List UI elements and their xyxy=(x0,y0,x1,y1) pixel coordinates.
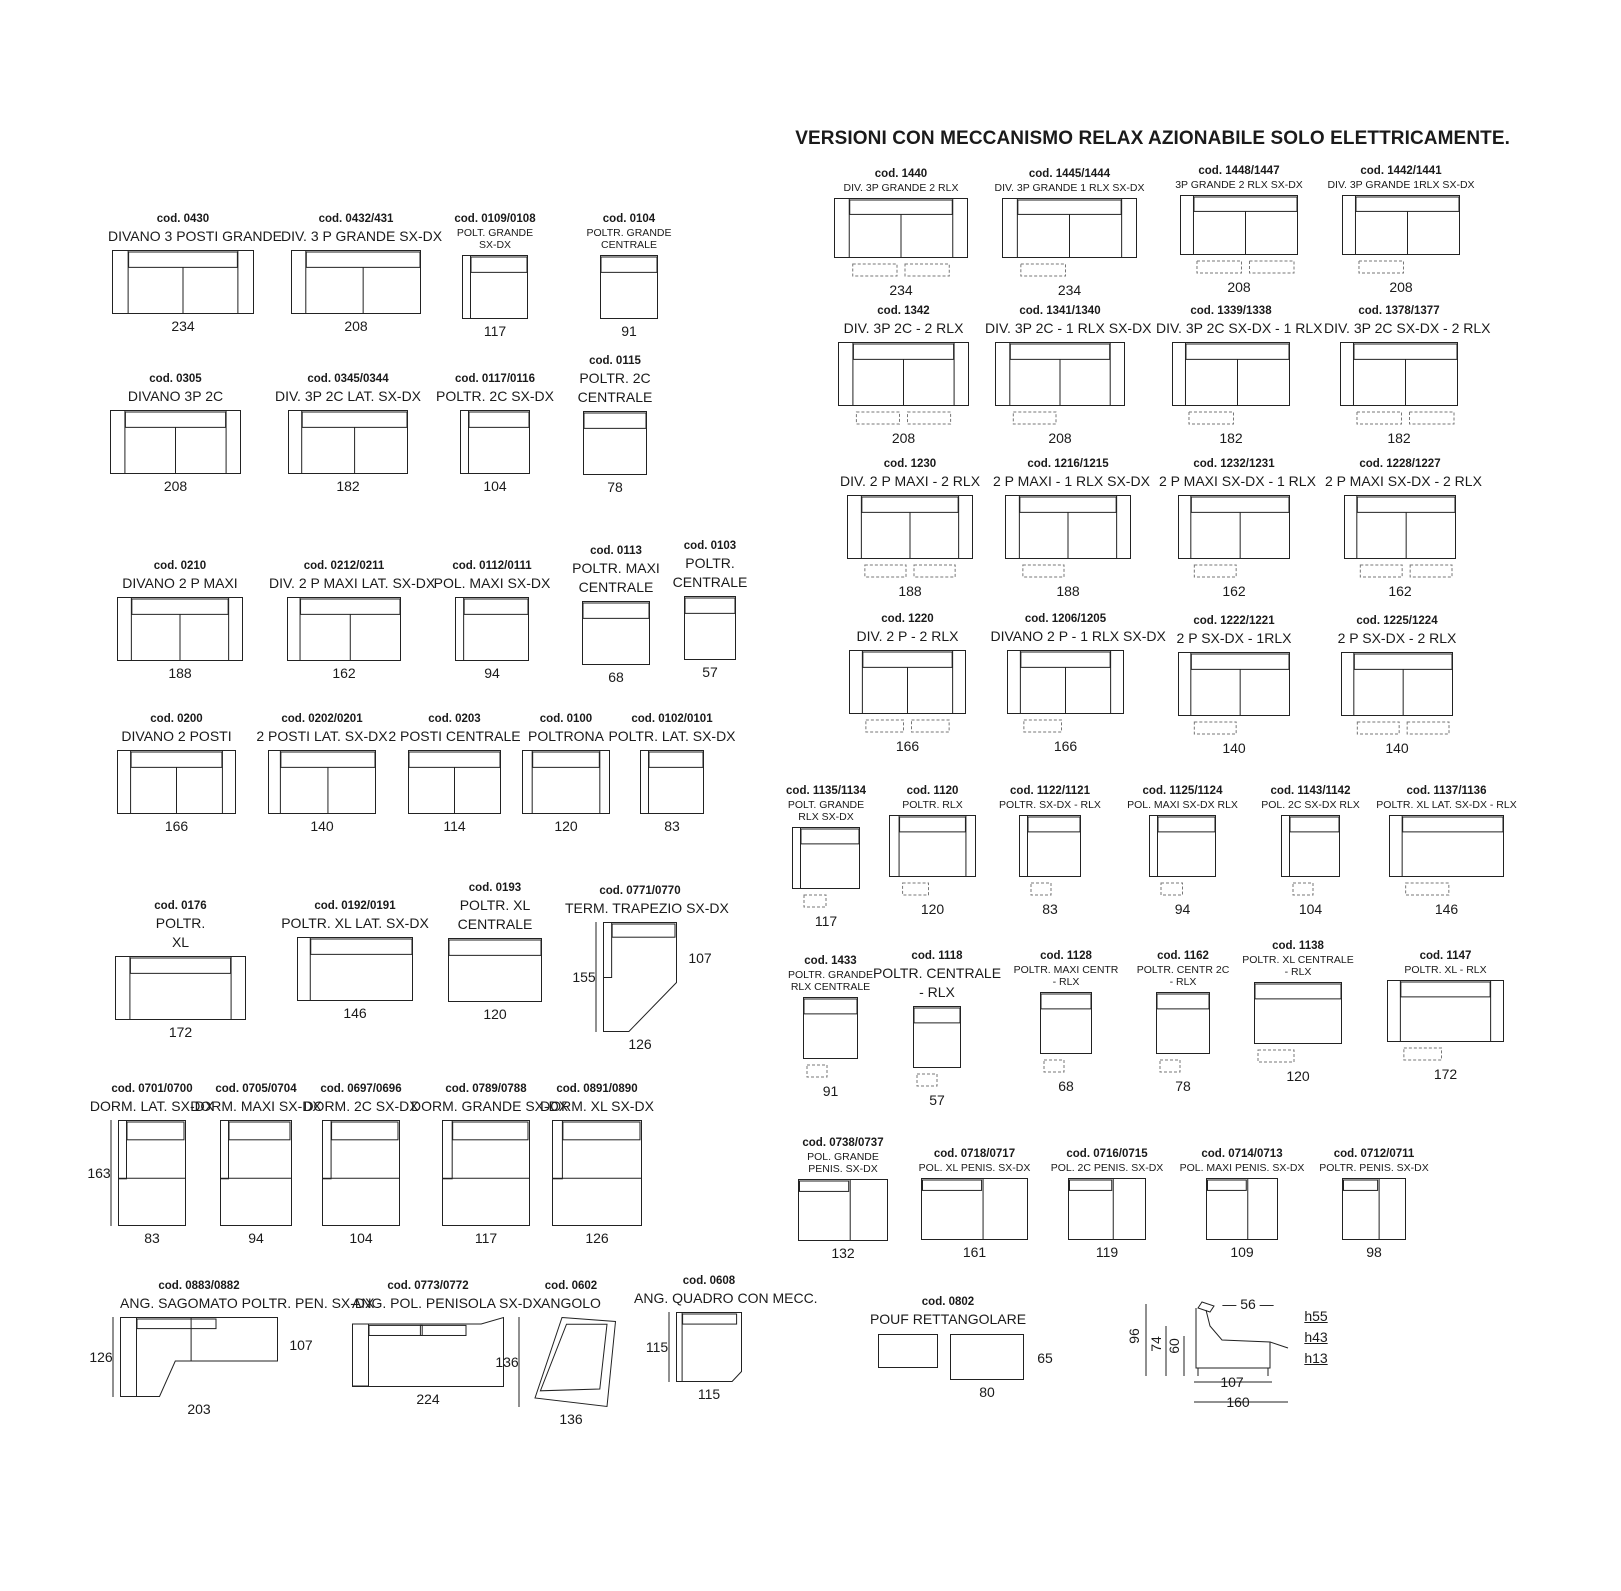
profile-level: h13 xyxy=(1304,1350,1328,1366)
relax-item-name: - RLX xyxy=(1169,976,1197,988)
std-item-width: 140 xyxy=(310,818,334,834)
relax-item-name: POL. XL PENIS. SX-DX xyxy=(918,1162,1031,1174)
relax-item-code: cod. 1378/1377 xyxy=(1358,305,1440,317)
furniture-plan-icon xyxy=(288,410,408,474)
relax-item-name: 3P GRANDE 2 RLX SX-DX xyxy=(1175,179,1303,191)
relax-item-code: cod. 1162 xyxy=(1157,950,1209,962)
furniture-plan-icon xyxy=(117,597,243,661)
relax-item-code: cod. 1118 xyxy=(911,950,963,962)
relax-item-name: DIV. 2 P MAXI - 2 RLX xyxy=(839,473,981,489)
std-item-name: DIV. 2 P MAXI LAT. SX-DX xyxy=(269,575,436,591)
profile-height: 60 xyxy=(1166,1338,1182,1354)
furniture-plan-icon xyxy=(1149,815,1216,899)
relax-item-name: RLX CENTRALE xyxy=(790,981,871,993)
furniture-plan-icon xyxy=(1178,495,1290,581)
std-item-depth: 155 xyxy=(572,969,596,985)
std-item-code: cod. 0102/0101 xyxy=(631,713,713,725)
std-item-name: DIV. 3 P GRANDE SX-DX xyxy=(281,228,443,244)
std-item-name: POLTR. GRANDE xyxy=(586,227,672,239)
furniture-plan-icon xyxy=(297,937,413,1001)
furniture-plan-icon xyxy=(583,411,647,475)
std-item-code: cod. 0883/0882 xyxy=(158,1280,240,1292)
relax-item-width: 166 xyxy=(1053,738,1078,754)
furniture-plan-icon xyxy=(838,342,969,428)
furniture-plan-icon xyxy=(834,198,968,280)
relax-item-code: cod. 1135/1134 xyxy=(786,785,866,797)
relax-item-name: DIVANO 2 P - 1 RLX SX-DX xyxy=(990,628,1166,644)
relax-item-code: cod. 1147 xyxy=(1419,950,1472,962)
std-item-code: cod. 0192/0191 xyxy=(314,900,396,912)
std-item-width: 203 xyxy=(187,1401,211,1417)
std-item-code: cod. 0104 xyxy=(602,213,656,225)
relax-item-name: POL. MAXI SX-DX RLX xyxy=(1127,799,1238,811)
relax-item-width: 161 xyxy=(962,1244,987,1260)
furniture-plan-icon xyxy=(115,956,246,1020)
furniture-plan-icon xyxy=(1342,1178,1406,1240)
furniture-plan-icon xyxy=(1005,495,1131,581)
std-item-name: POLTR. 2C xyxy=(579,370,651,386)
relax-item-code: cod. 0718/0717 xyxy=(933,1148,1016,1160)
std-item-side: 107 xyxy=(289,1337,313,1353)
relax-item-code: cod. 1138 xyxy=(1272,940,1324,952)
std-item-code: cod. 0773/0772 xyxy=(387,1280,469,1292)
std-item-name: 2 POSTI LAT. SX-DX xyxy=(256,728,388,744)
relax-item-name: POLTR. GRANDE xyxy=(788,969,873,981)
relax-item-code: cod. 1225/1224 xyxy=(1356,615,1438,627)
std-item-name: CENTRALE xyxy=(578,579,654,595)
std-item-width: 117 xyxy=(483,323,507,339)
relax-item-name: 2 P MAXI SX-DX - 2 RLX xyxy=(1325,473,1482,489)
relax-item-name: POUF RETTANGOLARE xyxy=(869,1311,1027,1327)
relax-item-code: cod. 0802 xyxy=(921,1296,975,1308)
relax-item-code: cod. 0738/0737 xyxy=(802,1137,884,1149)
std-item-side: 107 xyxy=(688,949,712,966)
relax-item-code: cod. 1230 xyxy=(883,458,937,470)
relax-item-width: 140 xyxy=(1385,740,1409,756)
furniture-plan-icon xyxy=(110,410,241,474)
relax-item-width: 182 xyxy=(1219,430,1243,446)
furniture-plan-icon xyxy=(889,815,976,899)
std-item-width: 208 xyxy=(163,478,188,494)
furniture-plan-icon xyxy=(582,601,650,665)
relax-item-width: 80 xyxy=(979,1384,995,1400)
furniture-plan-icon xyxy=(268,750,376,814)
furniture-plan-icon xyxy=(792,827,860,911)
furniture-plan-icon xyxy=(352,1317,504,1387)
std-item-width: 94 xyxy=(484,665,500,681)
dimension-line xyxy=(110,1120,112,1226)
std-item-width: 166 xyxy=(164,818,189,834)
std-item-code: cod. 0430 xyxy=(156,213,210,225)
relax-item-name: DIV. 3P GRANDE 1RLX SX-DX xyxy=(1327,179,1475,191)
furniture-plan-icon xyxy=(849,650,966,736)
furniture-plan-icon xyxy=(117,750,236,814)
relax-item-name: - RLX xyxy=(1284,966,1312,978)
relax-item-width: 120 xyxy=(920,901,945,917)
relax-item-width: 98 xyxy=(1366,1244,1382,1260)
std-item-width: 234 xyxy=(171,318,195,334)
std-item-code: cod. 0109/0108 xyxy=(454,213,536,225)
profile-height: 74 xyxy=(1148,1336,1164,1352)
furniture-plan-icon xyxy=(1156,992,1210,1076)
std-item-name: DORM. LAT. SX-DX xyxy=(89,1098,215,1114)
std-item-width: 126 xyxy=(628,1036,652,1052)
relax-item-code: cod. 0712/0711 xyxy=(1333,1148,1415,1160)
furniture-plan-icon xyxy=(460,410,530,474)
relax-item-code: cod. 1120 xyxy=(906,785,959,797)
relax-item-name: DIV. 3P 2C - 1 RLX SX-DX xyxy=(985,320,1152,336)
relax-item-width: 188 xyxy=(1056,583,1080,599)
std-item-width: 224 xyxy=(416,1391,440,1407)
relax-item-code: cod. 1339/1338 xyxy=(1190,305,1272,317)
relax-item-code: cod. 0716/0715 xyxy=(1066,1148,1148,1160)
std-item-code: cod. 0113 xyxy=(590,545,642,557)
furniture-plan-icon xyxy=(913,1006,961,1090)
std-item-code: cod. 0212/0211 xyxy=(303,560,385,572)
furniture-plan-icon xyxy=(1340,342,1458,428)
std-item-width: 120 xyxy=(483,1006,507,1022)
relax-item-width: 208 xyxy=(891,430,916,446)
relax-item-width: 208 xyxy=(1227,279,1251,295)
relax-item-name: POL. 2C SX-DX RLX xyxy=(1261,799,1360,811)
furniture-plan-icon xyxy=(803,997,858,1081)
relax-item-code: cod. 1220 xyxy=(881,613,934,625)
relax-item-name: POLTR. RLX xyxy=(902,799,963,811)
relax-item-code: cod. 1440 xyxy=(874,168,928,180)
std-item-code: cod. 0771/0770 xyxy=(599,885,681,897)
relax-item-width: 109 xyxy=(1230,1244,1254,1260)
relax-item-name: POLTR. XL CENTRALE xyxy=(1242,954,1354,966)
relax-item-width: 208 xyxy=(1048,430,1072,446)
std-item-code: cod. 0203 xyxy=(428,713,481,725)
furniture-plan-icon xyxy=(603,922,677,1032)
furniture-plan-icon xyxy=(1178,652,1290,738)
relax-item-code: cod. 1228/1227 xyxy=(1359,458,1441,470)
furniture-plan-icon xyxy=(522,750,610,814)
std-item-name: POLTR. xyxy=(155,915,206,931)
furniture-plan-icon xyxy=(1344,495,1456,581)
std-item-code: cod. 0608 xyxy=(682,1275,736,1287)
furniture-plan-icon xyxy=(1387,980,1504,1064)
std-item-code: cod. 0305 xyxy=(149,373,202,385)
relax-item-code: cod. 1448/1447 xyxy=(1198,165,1280,177)
furniture-plan-icon xyxy=(442,1120,530,1226)
relax-item-name: DIV. 3P 2C - 2 RLX xyxy=(843,320,964,336)
std-item-width: 91 xyxy=(621,323,637,339)
furniture-plan-icon xyxy=(1180,195,1298,277)
std-item-width: 57 xyxy=(702,664,718,680)
profile-level: h43 xyxy=(1304,1329,1328,1345)
std-item-width: 104 xyxy=(483,478,507,494)
furniture-plan-icon xyxy=(676,1312,742,1382)
std-item-name: DORM. XL SX-DX xyxy=(540,1098,654,1114)
std-item-name: TERM. TRAPEZIO SX-DX xyxy=(565,900,729,916)
std-item-name: DORM. MAXI SX-DX xyxy=(190,1098,322,1114)
relax-item-name: POLT. GRANDE xyxy=(787,799,865,811)
relax-item-width: 68 xyxy=(1058,1078,1074,1094)
std-item-name: ANG. QUADRO CON MECC. xyxy=(634,1290,818,1306)
std-item-name: DIVANO 3 POSTI GRANDE xyxy=(108,228,282,244)
relax-item-code: cod. 1445/1444 xyxy=(1028,168,1111,180)
std-item-depth: 115 xyxy=(645,1339,669,1355)
furniture-plan-icon xyxy=(1206,1178,1278,1240)
relax-item-name: DIV. 3P 2C SX-DX - 1 RLX xyxy=(1156,320,1323,336)
std-item-code: cod. 0891/0890 xyxy=(556,1083,638,1095)
std-item-code: cod. 0117/0116 xyxy=(455,373,535,385)
relax-item-name: RLX SX-DX xyxy=(798,811,854,823)
furniture-plan-icon xyxy=(878,1334,938,1368)
furniture-plan-icon xyxy=(526,1317,616,1407)
relax-item-width: 234 xyxy=(1057,282,1082,298)
std-item-name: 2 POSTI CENTRALE xyxy=(388,728,521,744)
relax-item-width: 119 xyxy=(1095,1244,1119,1260)
std-item-name: POLTR. MAXI xyxy=(572,560,660,576)
relax-item-code: cod. 1206/1205 xyxy=(1024,613,1107,625)
profile-level: h55 xyxy=(1304,1308,1328,1324)
std-item-name: XL xyxy=(171,934,190,950)
std-item-code: cod. 0176 xyxy=(154,900,207,912)
furniture-plan-icon xyxy=(640,750,704,814)
dimension-line xyxy=(112,1317,114,1397)
std-item-width: 162 xyxy=(332,665,356,681)
furniture-plan-icon xyxy=(995,342,1125,428)
std-item-width: 136 xyxy=(559,1411,583,1427)
std-item-width: 126 xyxy=(585,1230,609,1246)
std-item-name: POLTR. XL LAT. SX-DX xyxy=(281,915,429,931)
std-item-code: cod. 0432/431 xyxy=(318,213,394,225)
relax-item-code: cod. 1122/1121 xyxy=(1010,785,1090,797)
furniture-plan-icon xyxy=(798,1179,888,1241)
std-item-name: POLTR. XL xyxy=(459,897,531,913)
relax-item-name: POLTR. PENIS. SX-DX xyxy=(1319,1162,1429,1174)
std-item-name: POL. MAXI SX-DX xyxy=(433,575,551,591)
std-item-name: ANGOLO xyxy=(541,1295,601,1311)
relax-item-width: 132 xyxy=(831,1245,855,1261)
std-item-code: cod. 0697/0696 xyxy=(320,1083,402,1095)
furniture-plan-icon xyxy=(455,597,529,661)
profile-seat-depth: — 56 — xyxy=(1222,1296,1274,1312)
std-item-name: POLTR. xyxy=(685,555,735,571)
std-item-code: cod. 0202/0201 xyxy=(281,713,363,725)
relax-item-name: POLTR. XL - RLX xyxy=(1404,964,1487,976)
std-item-name: ANG. SAGOMATO POLTR. PEN. SX-DX xyxy=(120,1295,375,1311)
relax-item-name: 2 P MAXI SX-DX - 1 RLX xyxy=(1159,473,1316,489)
furniture-plan-icon xyxy=(1341,652,1453,738)
std-item-width: 114 xyxy=(443,818,466,834)
relax-item-code: cod. 1341/1340 xyxy=(1019,305,1101,317)
relax-item-width: 182 xyxy=(1387,430,1411,446)
std-item-depth: 163 xyxy=(87,1165,111,1181)
relax-item-code: cod. 1125/1124 xyxy=(1142,785,1223,797)
relax-item-name: - RLX xyxy=(1052,976,1080,988)
relax-item-name: POLTR. CENTR 2C xyxy=(1136,964,1230,976)
std-item-code: cod. 0705/0704 xyxy=(215,1083,297,1095)
std-item-width: 83 xyxy=(144,1230,160,1246)
std-item-width: 120 xyxy=(554,818,578,834)
section-heading: VERSIONI CON MECCANISMO RELAX AZIONABILE SOLO ELETTRICAMENTE. xyxy=(795,128,1510,149)
profile-depth: 107 xyxy=(1220,1374,1244,1390)
furniture-plan-icon xyxy=(322,1120,400,1226)
relax-item-width: 146 xyxy=(1434,901,1459,917)
std-item-name: DIVANO 2 POSTI xyxy=(121,728,232,744)
relax-item-code: cod. 0714/0713 xyxy=(1201,1148,1283,1160)
std-item-width: 83 xyxy=(664,818,680,834)
dimension-line xyxy=(668,1312,670,1382)
furniture-plan-icon xyxy=(950,1334,1024,1380)
std-item-width: 104 xyxy=(349,1230,373,1246)
furniture-plan-icon xyxy=(220,1120,292,1226)
relax-item-name: DIV. 3P GRANDE 1 RLX SX-DX xyxy=(994,182,1145,194)
relax-item-width: 83 xyxy=(1042,901,1058,917)
std-item-name: ANG. POL. PENISOLA SX-DX xyxy=(352,1295,542,1311)
furniture-plan-icon xyxy=(552,1120,642,1226)
std-item-depth: 126 xyxy=(89,1349,113,1365)
std-item-code: cod. 0112/0111 xyxy=(452,560,532,572)
relax-item-name: PENIS. SX-DX xyxy=(808,1163,878,1175)
std-item-width: 188 xyxy=(168,665,192,681)
std-item-code: cod. 0200 xyxy=(150,713,203,725)
std-item-code: cod. 0701/0700 xyxy=(111,1083,193,1095)
furniture-plan-icon xyxy=(462,255,528,319)
furniture-plan-icon xyxy=(921,1178,1028,1240)
relax-item-name: - RLX xyxy=(919,984,955,1000)
std-item-name: POLTR. LAT. SX-DX xyxy=(608,728,736,744)
relax-item-name: POLTR. CENTRALE xyxy=(872,965,1002,981)
relax-item-name: DIV. 3P 2C SX-DX - 2 RLX xyxy=(1324,320,1491,336)
std-item-code: cod. 0103 xyxy=(683,540,737,552)
relax-item-name: 2 P SX-DX - 1RLX xyxy=(1176,630,1292,646)
relax-item-name: 2 P MAXI - 1 RLX SX-DX xyxy=(993,473,1150,489)
relax-item-name: POL. GRANDE xyxy=(807,1151,879,1163)
std-item-width: 94 xyxy=(248,1230,264,1246)
relax-item-code: cod. 1232/1231 xyxy=(1193,458,1275,470)
std-item-name: CENTRALE xyxy=(457,916,533,932)
dimension-line xyxy=(518,1317,520,1407)
relax-item-name: 2 P SX-DX - 2 RLX xyxy=(1337,630,1457,646)
relax-item-code: cod. 1222/1221 xyxy=(1193,615,1275,627)
relax-item-name: POL. 2C PENIS. SX-DX xyxy=(1050,1162,1164,1174)
std-item-code: cod. 0115 xyxy=(589,355,641,367)
std-item-code: cod. 0210 xyxy=(153,560,207,572)
std-item-name: DIVANO 2 P MAXI xyxy=(122,575,238,591)
std-item-name: POLT. GRANDE xyxy=(456,227,534,239)
std-item-width: 115 xyxy=(697,1386,721,1402)
std-item-name: POLTRONA xyxy=(528,728,604,744)
furniture-plan-icon xyxy=(291,250,421,314)
relax-item-name: POLTR. SX-DX - RLX xyxy=(999,799,1101,811)
furniture-plan-icon xyxy=(1254,982,1342,1066)
std-item-name: SX-DX xyxy=(478,239,512,251)
furniture-plan-icon xyxy=(600,255,658,319)
furniture-plan-icon xyxy=(118,1120,186,1226)
relax-item-width: 104 xyxy=(1298,901,1323,917)
std-item-name: CENTRALE xyxy=(672,574,748,590)
relax-item-width: 208 xyxy=(1389,279,1413,295)
relax-item-width: 57 xyxy=(929,1092,945,1108)
std-item-width: 146 xyxy=(343,1005,367,1021)
relax-item-code: cod. 1128 xyxy=(1040,950,1092,962)
relax-item-code: cod. 1342 xyxy=(877,305,930,317)
relax-item-width: 162 xyxy=(1388,583,1412,599)
furniture-plan-icon xyxy=(1068,1178,1146,1240)
std-item-depth: 136 xyxy=(495,1354,519,1370)
furniture-plan-icon xyxy=(1172,342,1290,428)
std-item-width: 117 xyxy=(474,1230,498,1246)
std-item-name: CENTRALE xyxy=(577,389,653,405)
std-item-width: 172 xyxy=(168,1024,193,1040)
relax-item-width: 162 xyxy=(1222,583,1246,599)
std-item-code: cod. 0345/0344 xyxy=(307,373,389,385)
std-item-width: 78 xyxy=(607,479,623,495)
std-item-name: CENTRALE xyxy=(600,239,657,251)
furniture-plan-icon xyxy=(112,250,254,314)
relax-item-code: cod. 1143/1142 xyxy=(1270,785,1351,797)
relax-item-width: 188 xyxy=(898,583,922,599)
relax-item-width: 120 xyxy=(1286,1068,1310,1084)
std-item-name: DIVANO 3P 2C xyxy=(127,388,224,404)
std-item-width: 68 xyxy=(608,669,624,685)
furniture-plan-icon xyxy=(448,938,542,1002)
relax-item-code: cod. 1137/1136 xyxy=(1406,785,1487,797)
relax-item-width: 91 xyxy=(822,1083,839,1099)
std-item-code: cod. 0100 xyxy=(539,713,593,725)
relax-item-name: POLTR. MAXI CENTR xyxy=(1013,964,1119,976)
relax-item-width: 172 xyxy=(1433,1066,1458,1082)
furniture-plan-icon xyxy=(1040,992,1092,1076)
furniture-plan-icon xyxy=(1002,198,1137,280)
std-item-name: POLTR. 2C SX-DX xyxy=(436,388,554,404)
std-item-width: 208 xyxy=(344,318,368,334)
furniture-plan-icon xyxy=(120,1317,278,1397)
std-item-name: DIV. 3P 2C LAT. SX-DX xyxy=(274,388,422,404)
relax-item-code: cod. 1216/1215 xyxy=(1027,458,1109,470)
dimension-line xyxy=(595,922,597,1032)
furniture-plan-icon xyxy=(684,596,736,660)
std-item-name: DORM. 2C SX-DX xyxy=(303,1098,419,1114)
relax-item-width: 94 xyxy=(1174,901,1191,917)
relax-item-name: POLTR. XL LAT. SX-DX - RLX xyxy=(1376,799,1517,811)
relax-item-width: 166 xyxy=(895,738,920,754)
std-item-name: DORM. GRANDE SX-DX xyxy=(411,1098,569,1114)
relax-item-depth: 65 xyxy=(1037,1350,1053,1366)
furniture-plan-icon xyxy=(1007,650,1124,736)
furniture-plan-icon xyxy=(408,750,501,814)
furniture-plan-icon xyxy=(1342,195,1460,277)
relax-item-width: 78 xyxy=(1175,1078,1191,1094)
relax-item-name: DIV. 3P GRANDE 2 RLX xyxy=(843,182,959,194)
std-item-code: cod. 0602 xyxy=(544,1280,598,1292)
std-item-width: 182 xyxy=(336,478,360,494)
std-item-code: cod. 0789/0788 xyxy=(445,1083,527,1095)
profile-height: 96 xyxy=(1126,1328,1142,1344)
furniture-plan-icon xyxy=(1019,815,1081,899)
furniture-plan-icon xyxy=(287,597,401,661)
profile-depth: 160 xyxy=(1226,1394,1250,1410)
relax-item-width: 117 xyxy=(814,913,838,929)
relax-item-width: 234 xyxy=(889,282,913,298)
furniture-plan-icon xyxy=(1389,815,1504,899)
relax-item-name: POL. MAXI PENIS. SX-DX xyxy=(1179,1162,1305,1174)
relax-item-code: cod. 1442/1441 xyxy=(1360,165,1442,177)
relax-item-name: DIV. 2 P - 2 RLX xyxy=(856,628,959,644)
std-item-code: cod. 0193 xyxy=(468,882,522,894)
furniture-plan-icon xyxy=(847,495,973,581)
relax-item-code: cod. 1433 xyxy=(804,955,857,967)
furniture-plan-icon xyxy=(1281,815,1340,899)
relax-item-width: 140 xyxy=(1222,740,1246,756)
